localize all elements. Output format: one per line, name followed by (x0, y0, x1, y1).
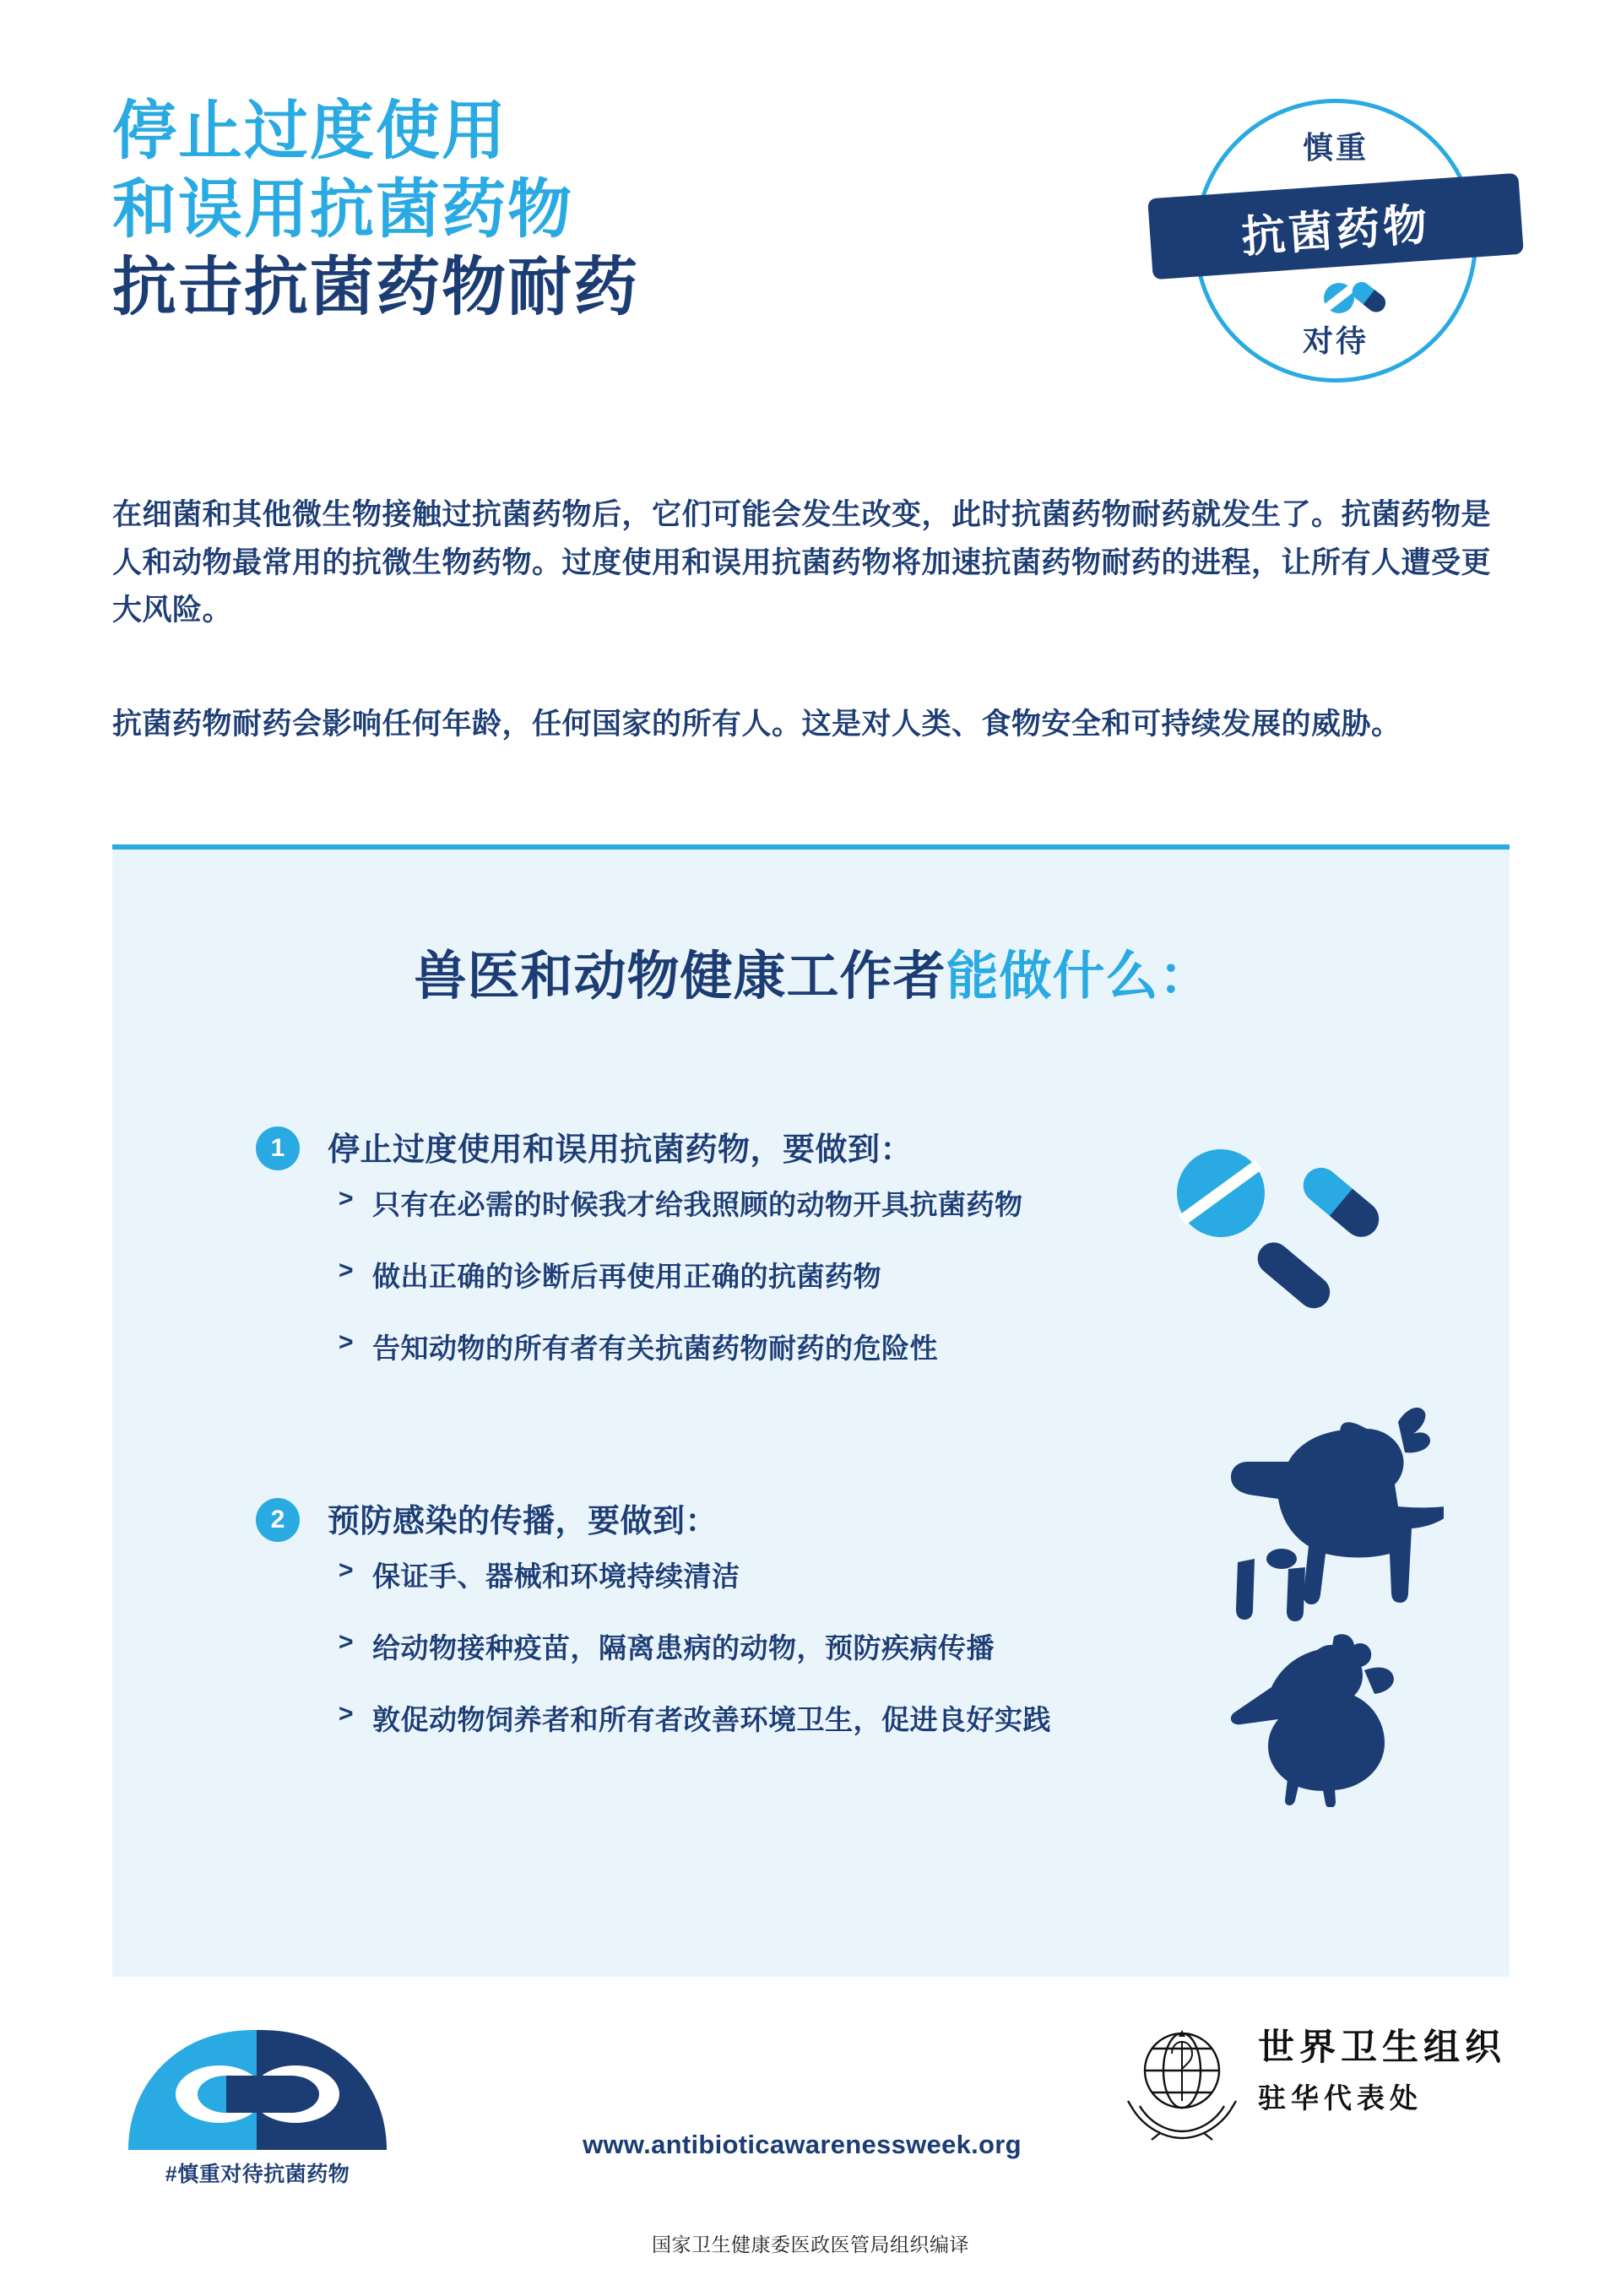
campaign-website[interactable]: www.antibioticawarenessweek.org (583, 2130, 1022, 2159)
step-2-number: 2 (256, 1498, 300, 1542)
list-item (339, 1555, 1183, 1594)
intro-paragraph-2: 抗菌药物耐药会影响任何年龄，任何国家的所有人。这是对人类、食物安全和可持续发展的威胁。 (112, 708, 1401, 741)
panel-heading (163, 934, 1463, 1009)
pills-illustration-icon (1165, 1144, 1418, 1313)
list-item-label: 保证手、器械和环境持续清洁 (372, 1561, 740, 1592)
list-item-label: 做出正确的诊断后再使用正确的抗菌药物 (372, 1261, 882, 1292)
campaign-badge (1175, 80, 1496, 401)
chevron-right-icon: > (339, 1328, 355, 1356)
title-line-2: 和误用抗菌药物 (112, 173, 573, 246)
cow-illustration-icon (1157, 1393, 1444, 1630)
chicken-illustration-icon (1207, 1621, 1401, 1807)
credit-line: 国家卫生健康委医政医管局组织编译 (652, 2234, 969, 2255)
list-item (339, 1626, 1183, 1666)
list-item (339, 1698, 1183, 1738)
step-1-bullets (339, 1183, 1183, 1398)
poster-footer (0, 1984, 1621, 2296)
title-line-3: 抗击抗菌药物耐药 (112, 252, 639, 324)
badge-top-text: 慎重 (1302, 130, 1369, 165)
who-name-line-2: 驻华代表处 (1258, 2082, 1423, 2114)
list-item-label: 告知动物的所有者有关抗菌药物耐药的危险性 (372, 1333, 939, 1364)
list-item-label: 只有在必需的时候我才给我照顾的动物开具抗菌药物 (372, 1189, 1023, 1220)
chevron-right-icon: > (339, 1257, 355, 1284)
list-item-label: 敦促动物饲养者和所有者改善环境卫生，促进良好实践 (372, 1704, 1052, 1735)
who-logo-icon (1114, 2008, 1250, 2143)
panel-heading-navy: 兽医和动物健康工作者 (414, 947, 946, 1006)
pills-icon (1317, 268, 1393, 327)
chevron-right-icon: > (339, 1628, 355, 1656)
poster-header (0, 0, 1621, 473)
list-item (339, 1183, 1183, 1223)
panel-heading-cyan: 能做什么： (946, 947, 1212, 1006)
step-2-bullets (339, 1555, 1183, 1770)
list-item (339, 1255, 1183, 1295)
page-title (112, 93, 1083, 328)
list-item-label: 给动物接种疫苗，隔离患病的动物，预防疾病传播 (372, 1632, 995, 1664)
chevron-right-icon: > (339, 1185, 355, 1213)
step-2-title: 预防感染的传播，要做到： (328, 1504, 718, 1539)
chevron-right-icon: > (339, 1700, 355, 1728)
hands-logo-icon (118, 2001, 397, 2153)
who-name-line-1: 世界卫生组织 (1258, 2027, 1506, 2068)
chevron-right-icon: > (339, 1556, 355, 1584)
step-1-title: 停止过度使用和误用抗菌药物，要做到： (328, 1132, 914, 1168)
list-item (339, 1327, 1183, 1366)
who-office-name (1258, 2025, 1537, 2119)
badge-banner-text: 抗菌药物 (1239, 199, 1433, 263)
campaign-hashtag: #慎重对待抗菌药物 (165, 2163, 350, 2186)
badge-bottom-text: 对待 (1302, 323, 1369, 358)
step-1-number: 1 (256, 1126, 300, 1170)
title-line-1: 停止过度使用 (112, 95, 507, 167)
intro-paragraph-1: 在细菌和其他微生物接触过抗菌药物后，它们可能会发生改变，此时抗菌药物耐药就发生了。抗菌药物是人和动物最常用的抗微生物药物。过度使用和误用抗菌药物将加速抗菌药物耐药的进程，让所有人遭受更大风险。 (112, 498, 1492, 627)
